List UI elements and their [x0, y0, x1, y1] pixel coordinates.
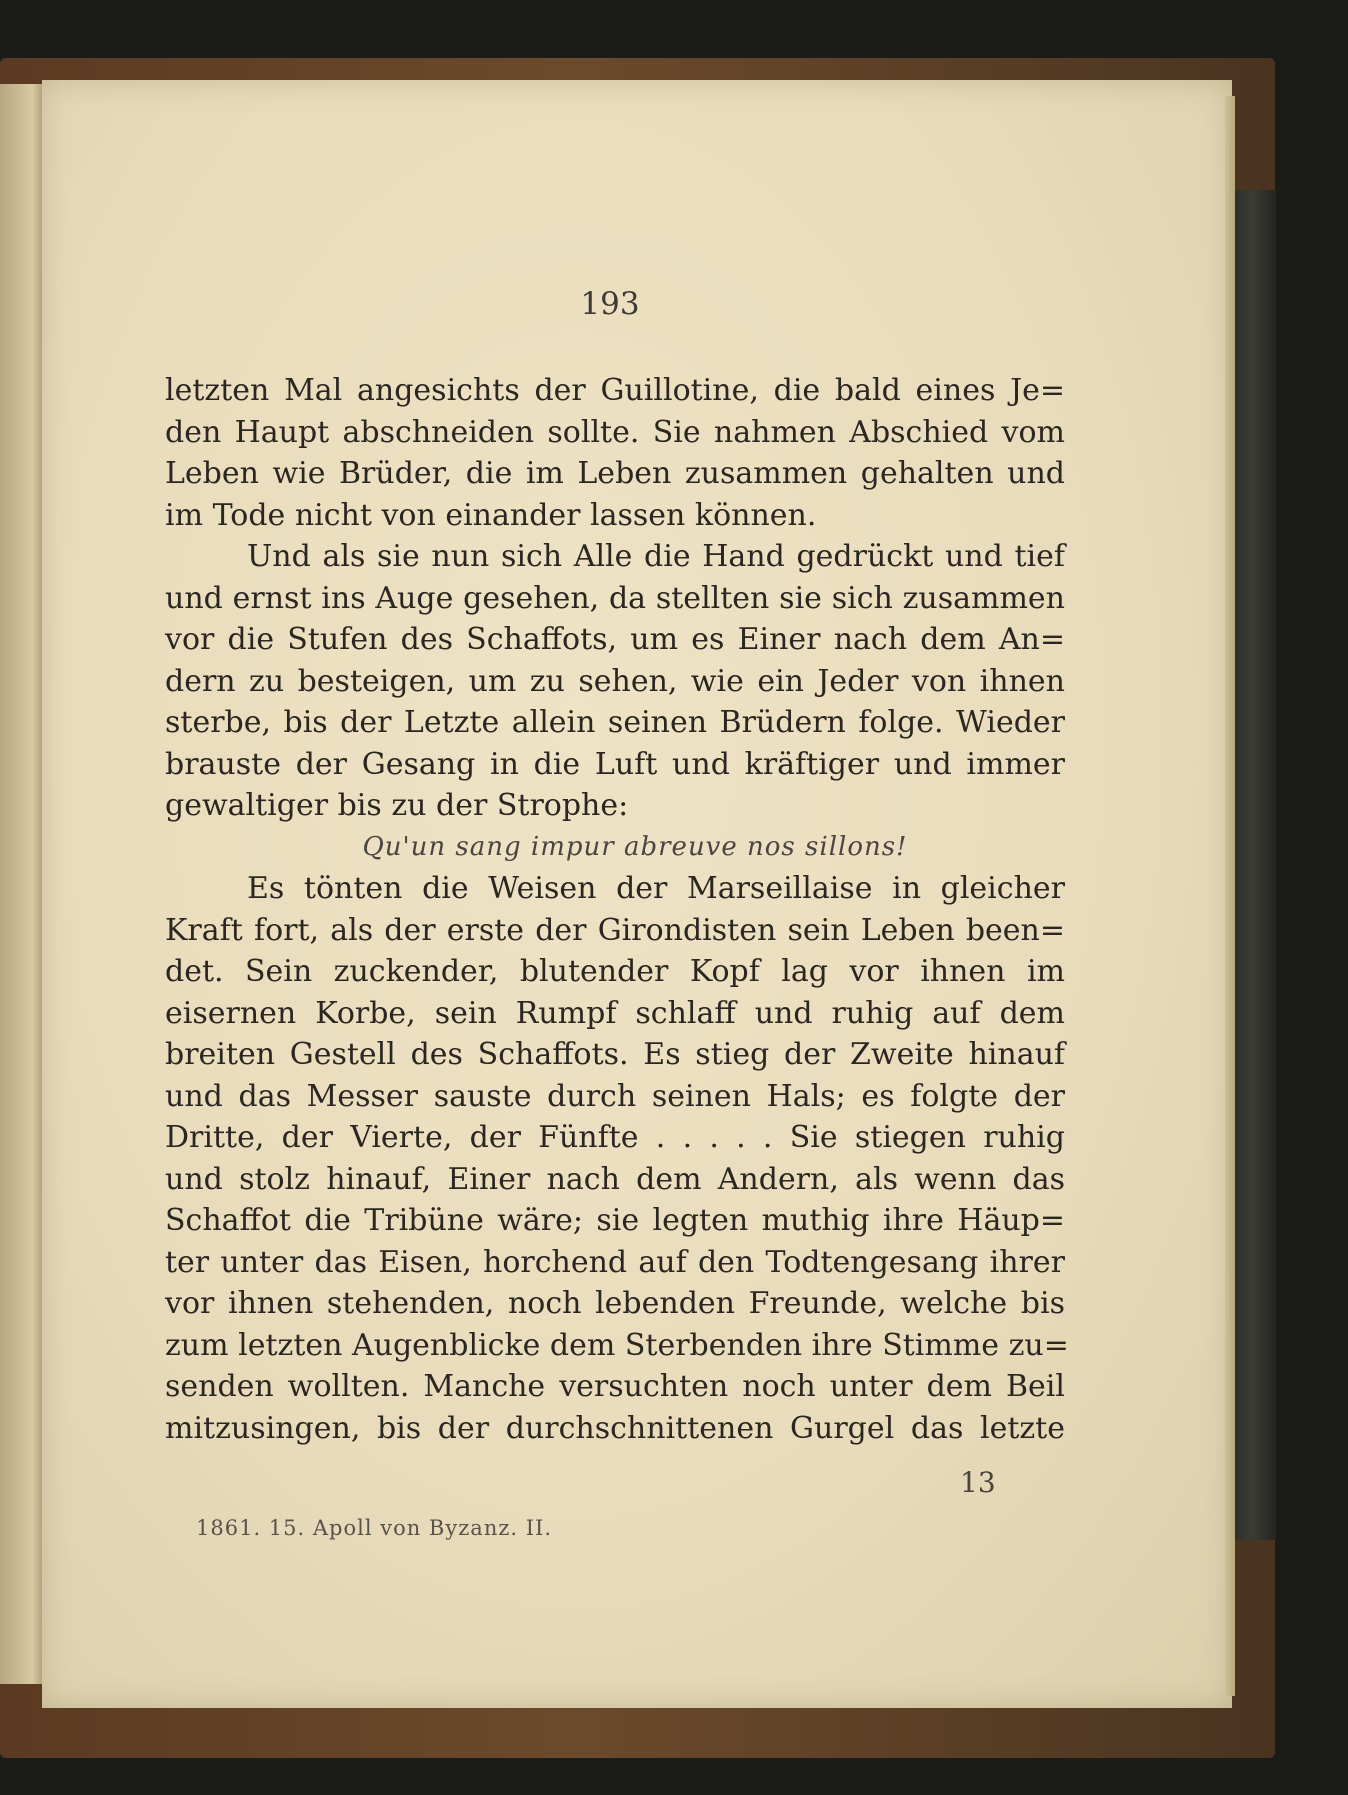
previous-page-edge — [0, 84, 46, 1684]
text-line: gewaltiger bis zu der Strophe: — [165, 788, 629, 823]
text-line: Es tönten die Weisen der Marseillaise in gleicher — [247, 871, 1065, 906]
text-line: det. Sein zuckender, blutender Kopf lag vor ihnen im — [165, 954, 1065, 989]
text-line: und ernst ins Auge gesehen, da stellten sie sich zusammen — [165, 580, 1065, 616]
text-line: zum letzten Augenblicke dem Sterbenden ihre Stimme zu= — [165, 1327, 1069, 1363]
page-number: 193 — [580, 286, 640, 322]
text-line: senden wollten. Manche versuchten noch unter dem Beil — [165, 1369, 1065, 1404]
text-line: mitzusingen, bis der durchschnittenen Gurgel das letzte — [165, 1410, 1065, 1446]
text-line: eisernen Korbe, sein Rumpf schlaff und ruhig auf dem — [165, 995, 1065, 1031]
text-line: breiten Gestell des Schaffots. Es stieg der Zweite hinauf — [165, 1037, 1065, 1072]
printer-signature: 1861. 15. Apoll von Byzanz. II. — [196, 1516, 553, 1540]
text-line: brauste der Gesang in die Luft und kräftiger und immer — [165, 746, 1065, 782]
text-line: im Tode nicht von einander lassen können. — [165, 497, 817, 533]
text-line: vor ihnen stehenden, noch lebenden Freunde, welche bis — [165, 1286, 1065, 1321]
text-line: ter unter das Eisen, horchend auf den Todtengesang ihrer — [165, 1244, 1065, 1280]
text-line: Dritte, der Vierte, der Fünfte . . . . . Sie stiegen ruhig — [165, 1120, 1065, 1155]
text-line: vor die Stufen des Schaffots, um es Einer nach dem An= — [165, 622, 1065, 657]
text-line: den Haupt abschneiden sollte. Sie nahmen Abschied vom — [165, 414, 1065, 450]
text-line: sterbe, bis der Letzte allein seinen Brüdern folge. Wieder — [165, 705, 1065, 740]
text-line: Leben wie Brüder, die im Leben zusammen gehalten und — [165, 456, 1065, 491]
text-line: letzten Mal angesichts der Guillotine, die bald eines Je= — [165, 373, 1065, 408]
page-text — [165, 370, 1069, 1449]
verse-quote: Qu'un sang impur abreuve nos sillons! — [362, 831, 908, 862]
book-spine-edge — [1228, 190, 1276, 1540]
sheet-number: 13 — [960, 1466, 996, 1499]
text-line: Und als sie nun sich Alle die Hand gedrückt und tief — [247, 539, 1065, 574]
text-line: Schaffot die Tribüne wäre; sie legten muthig ihre Häup= — [165, 1203, 1065, 1238]
page-stack-edge — [1225, 96, 1235, 1696]
text-line: Kraft fort, als der erste der Girondisten sein Leben been= — [165, 912, 1065, 948]
text-line: und das Messer sauste durch seinen Hals; es folgte der — [165, 1078, 1065, 1114]
text-line: und stolz hinauf, Einer nach dem Andern, als wenn das — [165, 1161, 1065, 1197]
text-line: dern zu besteigen, um zu sehen, wie ein Jeder von ihnen — [165, 663, 1065, 699]
